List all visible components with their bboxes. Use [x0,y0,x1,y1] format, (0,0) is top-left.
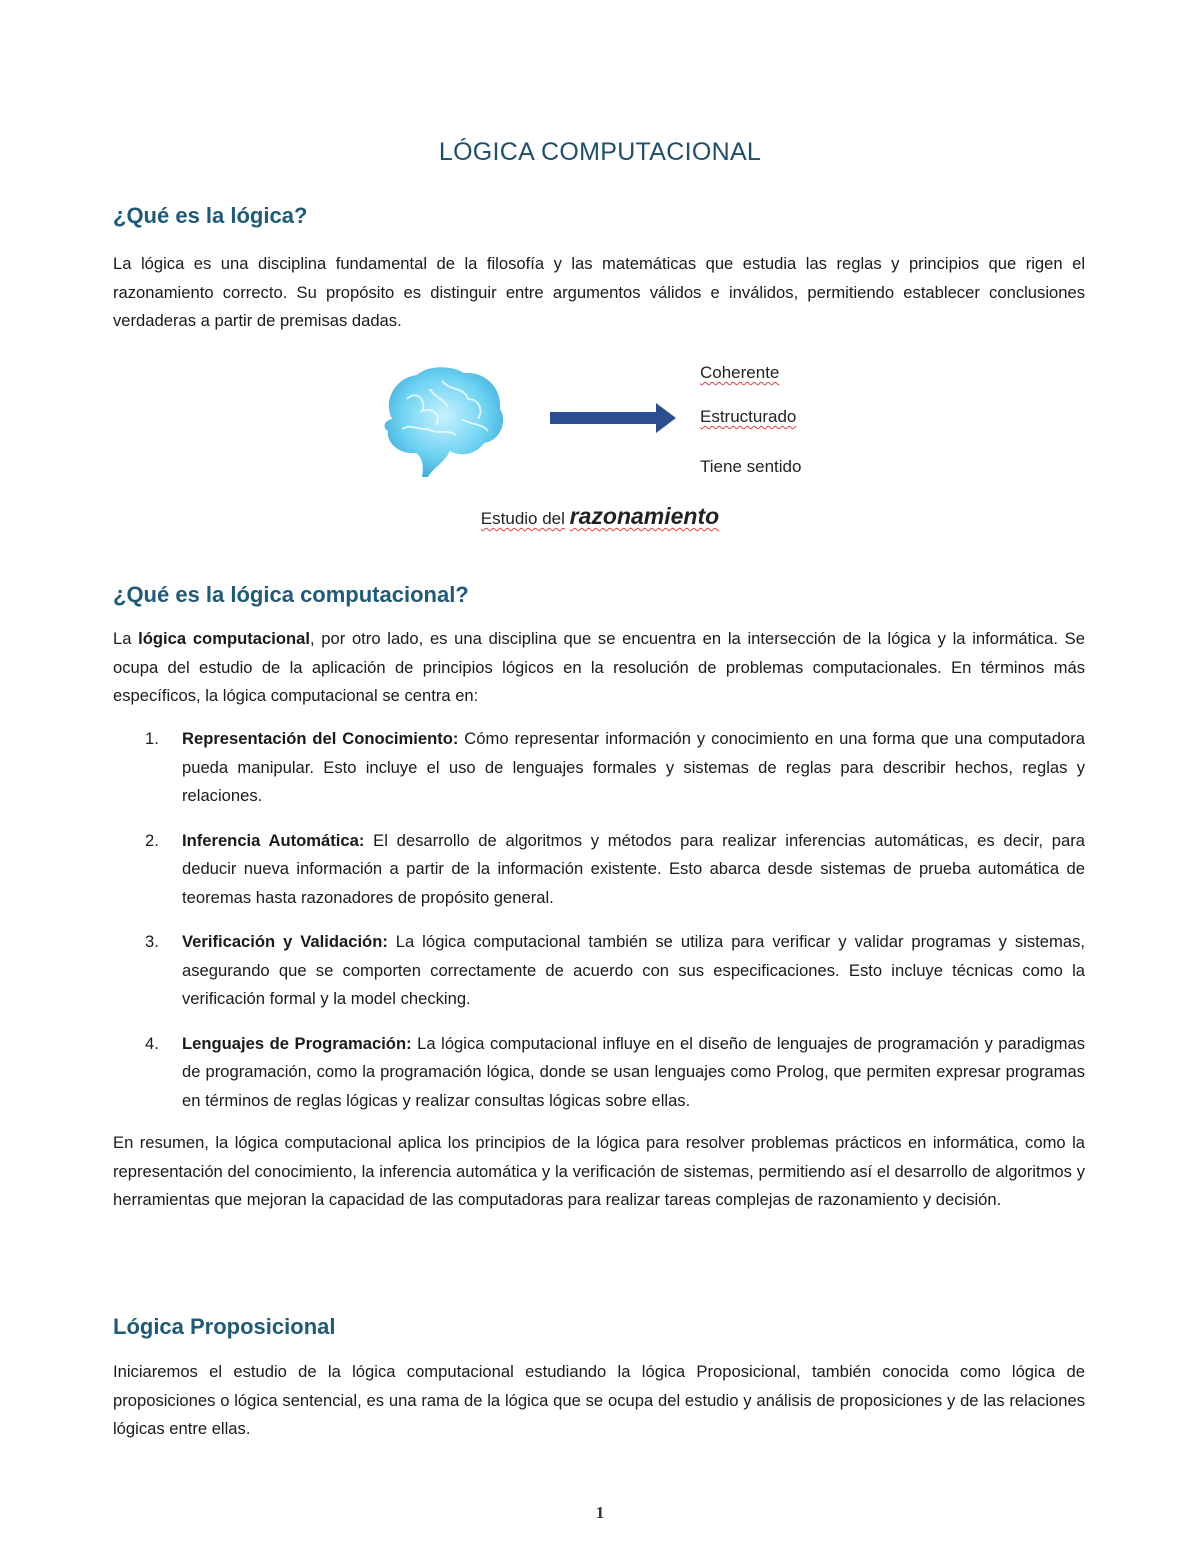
list-item: 4. Lenguajes de Programación: La lógica computacional influye en el diseño de lenguajes de programación y paradigmas de programación, como la programación lógica, donde se usan lenguajes como Prolog, que permiten expresar programas en términos de reglas lógicas y realizar consultas lógicas sobre ellas. [145,1033,1085,1110]
caption-emphasis: razonamiento [569,503,720,529]
caption-prefix: Estudio del [480,509,565,528]
paragraph-logica-definition: La lógica es una disciplina fundamental de la filosofía y las matemáticas que estudia las reglas y principios que rigen el razonamiento correcto. Su propósito es distinguir entre argumentos válidos e inválidos, permitiendo establecer conclusiones verdaderas a partir de premisas dadas. [113,254,1085,330]
diagram-label-estructurado: Estructurado [700,407,797,426]
heading-que-es-logica: ¿Qué es la lógica? [113,203,308,228]
list-item: 2. Inferencia Automática: El desarrollo de algoritmos y métodos para realizar inferencias automáticas, es decir, para deducir nueva información a partir de la información existente. Esto abarca desde sistemas de prueba automática de teoremas hasta razonadores de propósito general. [145,830,1085,907]
paragraph-logica-proposicional: Iniciaremos el estudio de la lógica computacional estudiando la lógica Proposicional, también conocida como lógica de proposiciones o lógica sentencial, es una rama de la lógica que se ocupa del estudio y análisis de proposiciones y de las relaciones lógicas entre ellas. [113,1362,1085,1438]
page-number: 1 [595,1503,605,1522]
diagram-label-tiene-sentido: Tiene sentido [700,457,802,476]
diagram-caption [0,503,1200,530]
diagram-label-coherente: Coherente [700,363,780,382]
list-item: 3. Verificación y Validación: La lógica computacional también se utiliza para verificar y validar programas y sistemas, asegurando que se comporten correctamente de acuerdo con sus especificaciones. Esto incluye técnicas como la verificación formal y la model checking. [145,932,1085,1008]
focus-list [145,725,1085,1115]
heading-logica-proposicional: Lógica Proposicional [113,1314,336,1339]
paragraph-summary: En resumen, la lógica computacional aplica los principios de la lógica para resolver problemas prácticos en informática, como la representación del conocimiento, la inferencia automática y la verificación de sistemas, permitiendo así el desarrollo de algoritmos y herramientas que mejoran la capacidad de las computadoras para realizar tareas complejas de razonamiento y decisión. [113,1133,1085,1209]
paragraph-logica-computacional-intro: La lógica computacional, por otro lado, es una disciplina que se encuentra en la intersección de la lógica y la informática. Se ocupa del estudio de la aplicación de principios lógicos en la resolución de problemas computacionales. En términos más específicos, la lógica computacional se centra en: [113,629,1085,705]
heading-que-es-logica-computacional: ¿Qué es la lógica computacional? [113,582,469,607]
brain-icon [372,359,512,479]
list-item: 1. Representación del Conocimiento: Cómo representar información y conocimiento en una forma que una computadora pueda manipular. Esto incluye el uso de lenguajes formales y sistemas de reglas para describir hechos, reglas y relaciones. [145,729,1085,805]
arrow-right-icon [550,403,676,433]
page-title: LÓGICA COMPUTACIONAL [438,138,762,166]
bold-term: lógica computacional [138,629,310,648]
